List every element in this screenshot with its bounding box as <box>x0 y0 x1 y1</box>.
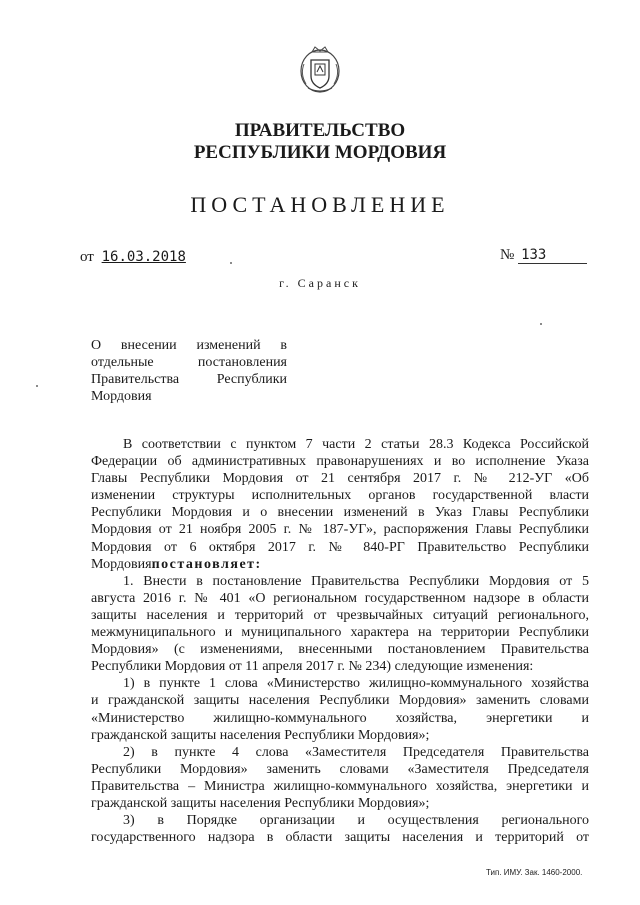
subject-line: Мордовия <box>91 389 152 404</box>
scan-speck <box>230 262 232 264</box>
government-name-line1: ПРАВИТЕЛЬСТВО <box>234 120 406 141</box>
date-value: 16.03.2018 <box>101 249 186 265</box>
body-line: изменении структуры исполнительных органов государственной власти <box>91 488 589 504</box>
body-line: гражданской защиты населения Республики Мордовия»; <box>91 727 430 743</box>
document-type-title: ПОСТАНОВЛЕНИЕ <box>190 192 450 217</box>
body-line: Федерации об административных правонарушениях и во исполнение Указа <box>91 454 589 470</box>
coat-of-arms-icon <box>298 44 342 96</box>
number-value: 133 <box>518 247 587 264</box>
document-subject <box>91 337 287 405</box>
body-line <box>91 556 589 573</box>
body-line: Республики Мордовия и о внесении изменений в Указ Главы Республики <box>91 505 589 521</box>
body-line: защиты населения и территорий от чрезвычайных ситуаций регионального, <box>91 607 589 623</box>
city-name: г. Саранск <box>279 276 361 290</box>
body-line: Правительства – Министра жилищно-коммунального хозяйства, энергетики и <box>91 778 589 794</box>
subject-line: Правительства Республики <box>91 372 287 387</box>
scan-speck <box>540 323 542 325</box>
body-line: «Министерство жилищно-коммунального хозяйства, энергетики и <box>91 710 589 726</box>
date-prefix: от <box>80 249 94 265</box>
body-line: Главы Республики Мордовия от 21 сентября 2017 г. № 212-УГ «Об <box>91 471 589 487</box>
body-line: Мордовия от 21 ноября 2005 г. № 187-УГ», распоряжения Главы Республики <box>91 522 589 538</box>
body-line: 2) в пункте 4 слова «Заместителя Председателя Правительства <box>123 744 589 760</box>
number-prefix: № <box>500 247 515 263</box>
body-line: Мордовия» (с изменениями, внесенными постановлением Правительства <box>91 642 589 658</box>
body-line: 1. Внести в постановление Правительства Республики Мордовия от 5 <box>123 573 589 589</box>
body-line: Республики Мордовия» заменить словами «Заместителя Председателя <box>91 761 589 777</box>
subject-line: отдельные постановления <box>91 355 287 370</box>
subject-line: О внесении изменений в <box>91 338 287 353</box>
decree-word: постановляет: <box>151 556 262 572</box>
body-line: В соответствии с пунктом 7 части 2 статьи 28.3 Кодекса Российской <box>123 437 589 452</box>
document-body <box>91 436 589 846</box>
body-line: Республики Мордовия от 11 апреля 2017 г. № 234) следующие изменения: <box>91 659 534 675</box>
body-line: гражданской защиты населения Республики Мордовия»; <box>91 795 430 811</box>
body-line: 3) в Порядке организации и осуществления регионального <box>123 813 589 829</box>
document-date <box>80 249 186 266</box>
body-line: Мордовия от 6 октября 2017 г. № 840-РГ Правительство Республики <box>91 539 589 555</box>
body-line: межмуниципального и муниципального характера на территории Республики <box>91 625 589 641</box>
body-line: августа 2016 г. № 401 «О региональном государственном надзоре в области <box>91 590 589 606</box>
print-code: Тип. ИМУ. Зак. 1460-2000. <box>486 868 583 877</box>
government-name-line2: РЕСПУБЛИКИ МОРДОВИЯ <box>193 142 447 163</box>
body-line: 1) в пункте 1 слова «Министерство жилищно-коммунального хозяйства <box>123 676 589 692</box>
scan-speck <box>36 385 38 387</box>
body-line-text: Мордовия <box>91 556 152 572</box>
body-line: государственного надзора в области защиты населения и территорий от <box>91 830 589 846</box>
body-line: и гражданской защиты населения Республики Мордовия» заменить словами <box>91 693 589 709</box>
document-number <box>500 247 587 264</box>
